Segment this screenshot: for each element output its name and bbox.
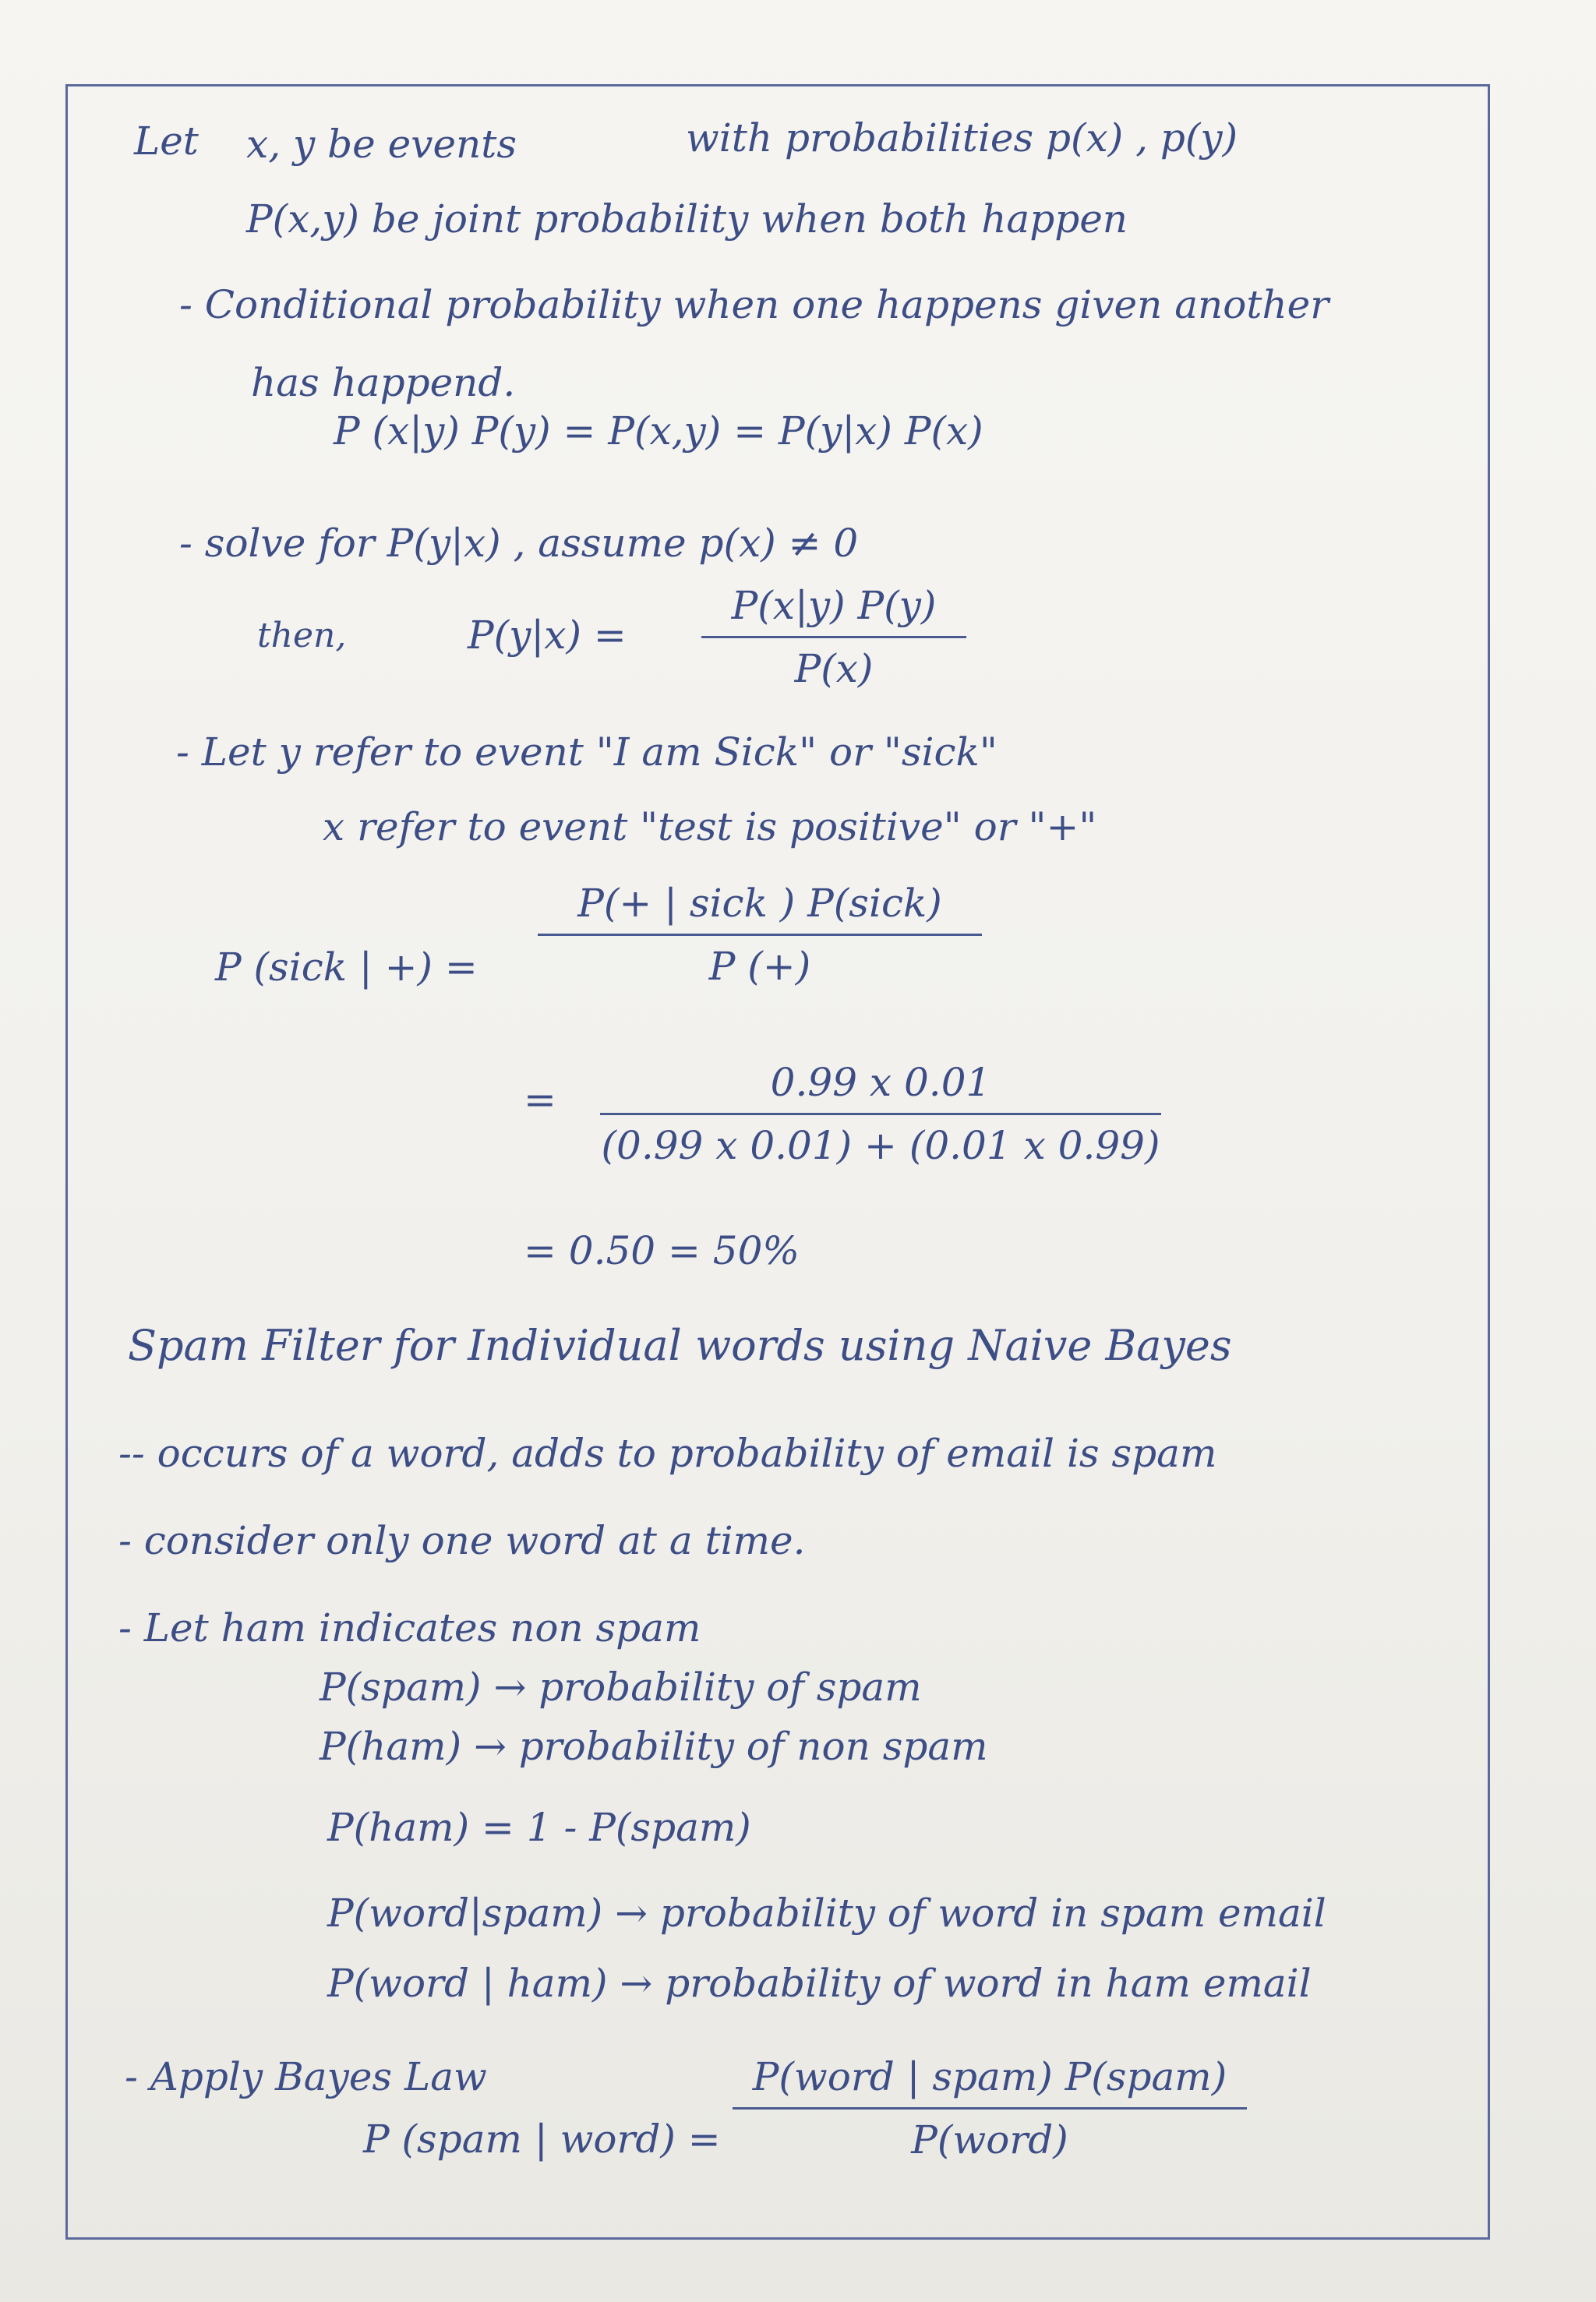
fraction-spam-word (733, 2054, 1247, 2163)
equation-spam-word-lhs: P (spam | word) = (363, 2117, 721, 2162)
note-line-define-y: - Let y refer to event "I am Sick" or "sick" (176, 729, 998, 775)
fraction-numerator: 0.99 x 0.01 (770, 1060, 991, 1105)
note-line-then: then, (257, 616, 347, 655)
definition-word-given-ham: P(word | ham) → probability of word in ham email (327, 1961, 1312, 2006)
definition-ham-complement: P(ham) = 1 - P(spam) (327, 1805, 751, 1850)
equation-bayes-lhs: P(y|x) = (468, 613, 627, 658)
note-line-happend: has happend. (251, 360, 516, 405)
fraction-bar (733, 2107, 1247, 2110)
note-line-conditional: - Conditional probability when one happens given another (179, 282, 1329, 327)
fraction-numerator: P(word | spam) P(spam) (752, 2054, 1227, 2099)
note-line-let: Let (134, 118, 199, 164)
bullet-occurs-word: -- occurs of a word, adds to probability of email is spam (118, 1431, 1217, 1476)
equation-sick-lhs: P (sick | +) = (215, 944, 478, 990)
fraction-denominator: P(x) (794, 646, 874, 691)
bullet-one-word: - consider only one word at a time. (118, 1518, 806, 1563)
fraction-sick (538, 881, 982, 989)
note-line-joint: P(x,y) be joint probability when both happen (246, 196, 1128, 242)
fraction-denominator: P(word) (911, 2117, 1068, 2163)
bullet-ham-definition: - Let ham indicates non spam (118, 1605, 701, 1651)
fraction-denominator: (0.99 x 0.01) + (0.01 x 0.99) (601, 1123, 1160, 1168)
definition-p-ham: P(ham) → probability of non spam (320, 1724, 988, 1769)
equation-product-rule: P (x|y) P(y) = P(x,y) = P(y|x) P(x) (334, 408, 983, 454)
note-line-probabilities: with probabilities p(x) , p(y) (686, 115, 1238, 161)
fraction-bar (701, 636, 966, 638)
section-heading-spam-filter: Spam Filter for Individual words using Naive Bayes (128, 1321, 1232, 1370)
fraction-bar (600, 1113, 1161, 1115)
fraction-numeric (600, 1060, 1161, 1168)
definition-word-given-spam: P(word|spam) → probability of word in spam email (327, 1891, 1326, 1936)
fraction-bayes (701, 583, 966, 691)
definition-p-spam: P(spam) → probability of spam (320, 1665, 922, 1710)
equation-equals: = (524, 1077, 556, 1122)
fraction-denominator: P (+) (708, 944, 811, 989)
note-line-define-x: x refer to event "test is positive" or "+" (323, 804, 1097, 849)
bullet-apply-bayes: - Apply Bayes Law (125, 2054, 487, 2099)
note-line-solve: - solve for P(y|x) , assume p(x) ≠ 0 (179, 521, 859, 566)
fraction-numerator: P(x|y) P(y) (731, 583, 937, 628)
note-line-events: x, y be events (246, 122, 517, 167)
fraction-numerator: P(+ | sick ) P(sick) (577, 881, 942, 926)
fraction-bar (538, 934, 982, 936)
equation-result: = 0.50 = 50% (524, 1228, 800, 1273)
